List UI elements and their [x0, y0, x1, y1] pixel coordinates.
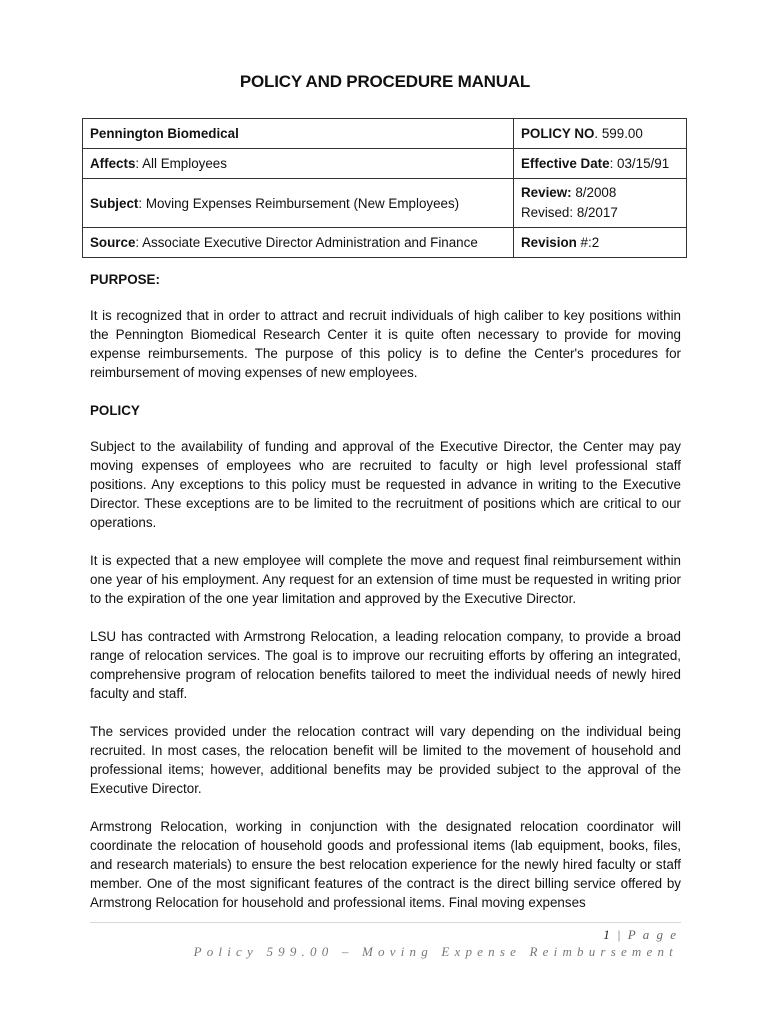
source-label: Source [90, 235, 136, 250]
effective-date-cell [514, 149, 687, 179]
review-line [521, 183, 679, 203]
table-row [83, 228, 687, 258]
policy-no-cell [514, 119, 687, 149]
organization-name: Pennington Biomedical [90, 126, 239, 141]
source-cell [83, 228, 514, 258]
affects-value: : All Employees [135, 156, 227, 171]
affects-cell [83, 149, 514, 179]
purpose-heading: PURPOSE: [90, 272, 160, 287]
page-number: 1 [603, 927, 612, 942]
revision-label: Revision [521, 235, 577, 250]
revision-cell [514, 228, 687, 258]
page-word: | P a g e [611, 927, 678, 942]
policy-heading: POLICY [90, 403, 140, 418]
organization-cell [83, 119, 514, 149]
revised-line: Revised: 8/2017 [521, 205, 618, 220]
footer-divider [90, 922, 681, 923]
effective-date-label: Effective Date [521, 156, 610, 171]
policy-paragraph: It is expected that a new employee will complete the move and request final reimbursement within one year of his employment. Any request for an extension of time must be requested in writing prior to the expiration of the one year limitation and approved by the Executive Director. [90, 553, 681, 606]
policy-no-value: . 599.00 [594, 126, 643, 141]
subject-value: : Moving Expenses Reimbursement (New Employees) [138, 195, 460, 211]
table-row [83, 119, 687, 149]
purpose-paragraph: It is recognized that in order to attract and recruit individuals of high caliber to key positions within the Pennington Biomedical Research Center it is quite often necessary to provide for moving expense reimbursements. The purpose of this policy is to define the Center's procedures for reimbursement of moving expenses of new employees. [90, 308, 681, 380]
table-row [83, 149, 687, 179]
review-cell [514, 179, 687, 228]
revision-value: #:2 [576, 235, 600, 250]
affects-label: Affects [90, 156, 136, 171]
policy-paragraph: Armstrong Relocation, working in conjunction with the designated relocation coordinator will coordinate the relocation of household goods and professional items (lab equipment, books, files, and research materials) to ensure the best relocation experience for the newly hired faculty or staff member. One of the most significant features of the contract is the direct billing service offered by Armstrong Relocation for household and professional items. Final moving expenses [90, 819, 681, 910]
policy-no-label: POLICY NO [521, 126, 595, 141]
policy-header-table [82, 118, 687, 258]
effective-date-value: : 03/15/91 [609, 156, 670, 171]
table-row [83, 179, 687, 228]
page-title: POLICY AND PROCEDURE MANUAL [239, 72, 531, 91]
policy-paragraph: Subject to the availability of funding and approval of the Executive Director, the Center may pay moving expenses of employees who are recruited to faculty or high level professional staff positions. Any exceptions to this policy must be requested in advance in writing to the Executive Director. These exceptions are to be limited to the recruitment of positions which are critical to our operations. [90, 439, 681, 530]
document-body [90, 270, 681, 931]
source-value: : Associate Executive Director Administration and Finance [135, 235, 478, 250]
subject-label: Subject [90, 195, 139, 211]
subject-cell [83, 179, 514, 228]
page-number-label [603, 927, 678, 943]
review-value: 8/2008 [571, 185, 617, 200]
footer-text: Policy 599.00 – Moving Expense Reimbursement [193, 944, 678, 959]
review-label: Review: [521, 185, 572, 200]
policy-paragraph: LSU has contracted with Armstrong Relocation, a leading relocation company, to provide a broad range of relocation services. The goal is to improve our recruiting efforts by offering an integrated, comprehensive program of relocation benefits tailored to meet the individual needs of newly hired faculty and staff. [90, 629, 681, 701]
policy-paragraph: The services provided under the relocation contract will vary depending on the individual being recruited. In most cases, the relocation benefit will be limited to the movement of household and professional items; however, additional benefits may be provided subject to the approval of the Executive Director. [90, 724, 681, 796]
